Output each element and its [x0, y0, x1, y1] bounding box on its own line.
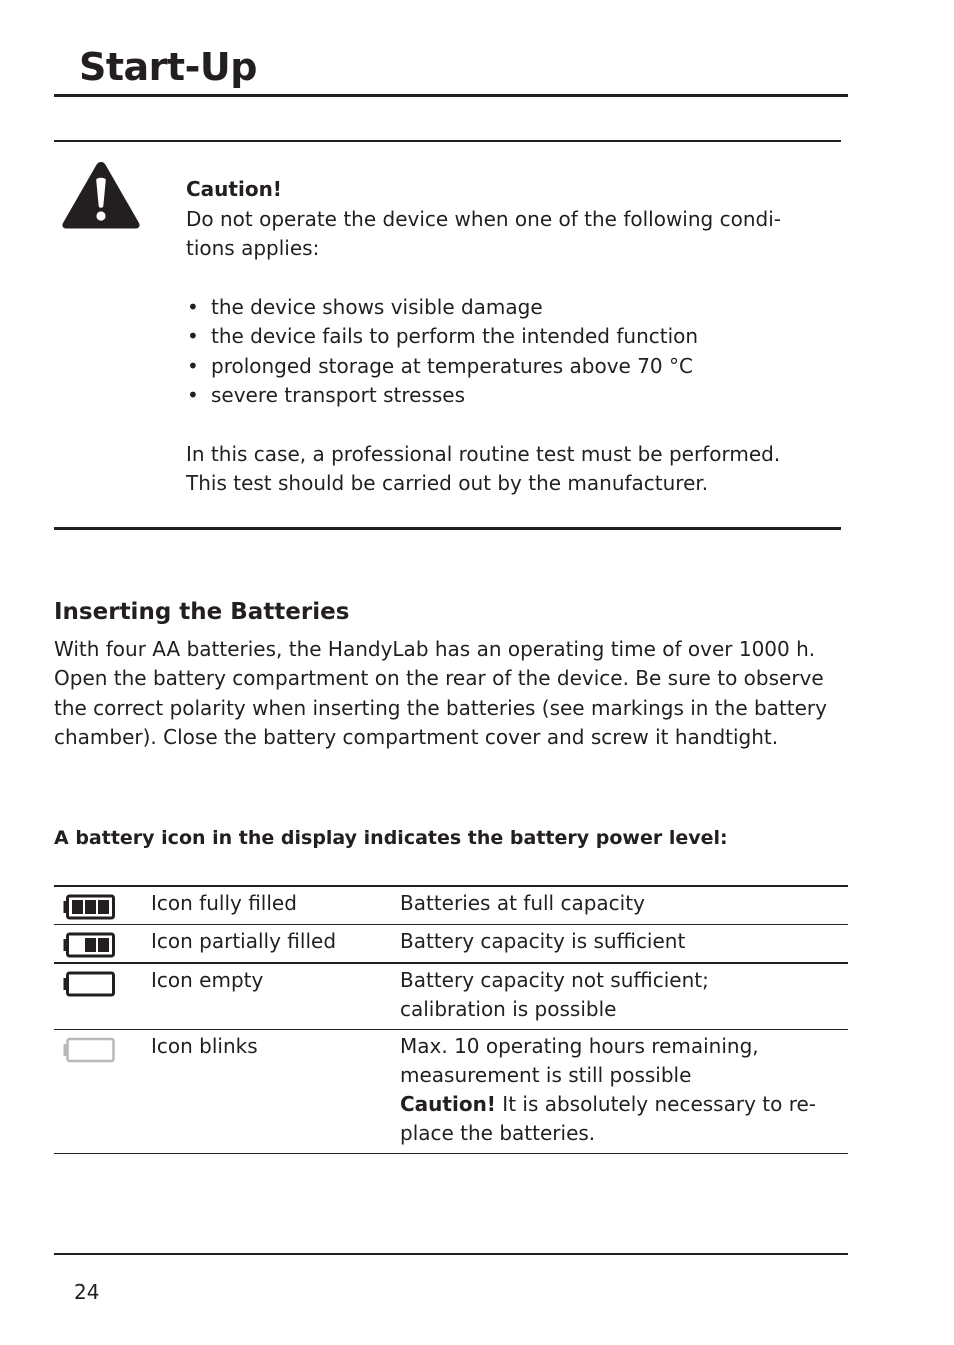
battery-meaning: Battery capacity is sufficient	[400, 929, 686, 953]
caution-intro: Do not operate the device when one of the following condi-tions applies:	[186, 206, 781, 260]
page-number: 24	[74, 1280, 100, 1304]
icon-state-label: Icon empty	[151, 968, 264, 992]
caution-conditions-list	[186, 293, 826, 411]
section-heading: Inserting the Batteries	[54, 599, 350, 625]
battery-indicator-heading: A battery icon in the display indicates the battery power level:	[54, 827, 728, 849]
battery-meaning-line-1: Battery capacity not sufficient;	[400, 968, 709, 992]
title-divider	[54, 94, 848, 97]
battery-meaning-line-1: Max. 10 operating hours remaining,	[400, 1033, 759, 1058]
battery-caution-note	[400, 1090, 848, 1149]
icon-state-label: Icon fully filled	[151, 891, 297, 915]
battery-meaning	[400, 963, 848, 1029]
caution-closing-line-2: This test should be carried out by the manufacturer.	[186, 471, 709, 495]
battery-blinking-icon	[63, 1037, 115, 1063]
battery-partial-icon	[63, 932, 115, 958]
warning-triangle-icon	[61, 160, 141, 230]
section-paragraph: With four AA batteries, the HandyLab has an operating time of over 1000 h. Open the battery compartment on the rear of the device. Be sure to observe the correct polarity when inserting the batteries (see markings in the battery chamber). Close the battery compartment cover and screw it handtight.	[54, 637, 827, 749]
caution-closing-line-1: In this case, a professional routine test must be performed.	[186, 441, 781, 466]
list-item: • severe transport stresses	[186, 381, 826, 411]
table-row	[54, 886, 848, 925]
table-row	[54, 925, 848, 964]
battery-meaning-line-2: calibration is possible	[400, 997, 617, 1022]
battery-empty-icon	[63, 971, 115, 997]
battery-meaning: Batteries at full capacity	[400, 891, 645, 915]
battery-level-table	[54, 885, 848, 1154]
battery-full-icon	[63, 894, 115, 920]
caution-box	[186, 175, 826, 499]
caution-text: It is absolutely necessary to re-place the batteries.	[400, 1092, 816, 1146]
table-row	[54, 963, 848, 1029]
list-item: • the device shows visible damage	[186, 293, 826, 323]
battery-meaning-line-2: measurement is still possible	[400, 1062, 692, 1087]
icon-state-label: Icon partially filled	[151, 929, 337, 953]
icon-state-label: Icon blinks	[151, 1033, 258, 1058]
table-row	[54, 1029, 848, 1153]
list-item: • prolonged storage at temperatures above 70 °C	[186, 352, 826, 382]
list-item: • the device fails to perform the intended function	[186, 322, 826, 352]
caution-heading: Caution!	[186, 177, 282, 201]
battery-meaning	[400, 1029, 848, 1153]
caution-top-divider	[54, 140, 841, 142]
page-title: Start-Up	[79, 45, 257, 89]
footer-divider	[54, 1253, 848, 1255]
caution-label: Caution!	[400, 1092, 496, 1117]
caution-bottom-divider	[54, 527, 841, 530]
